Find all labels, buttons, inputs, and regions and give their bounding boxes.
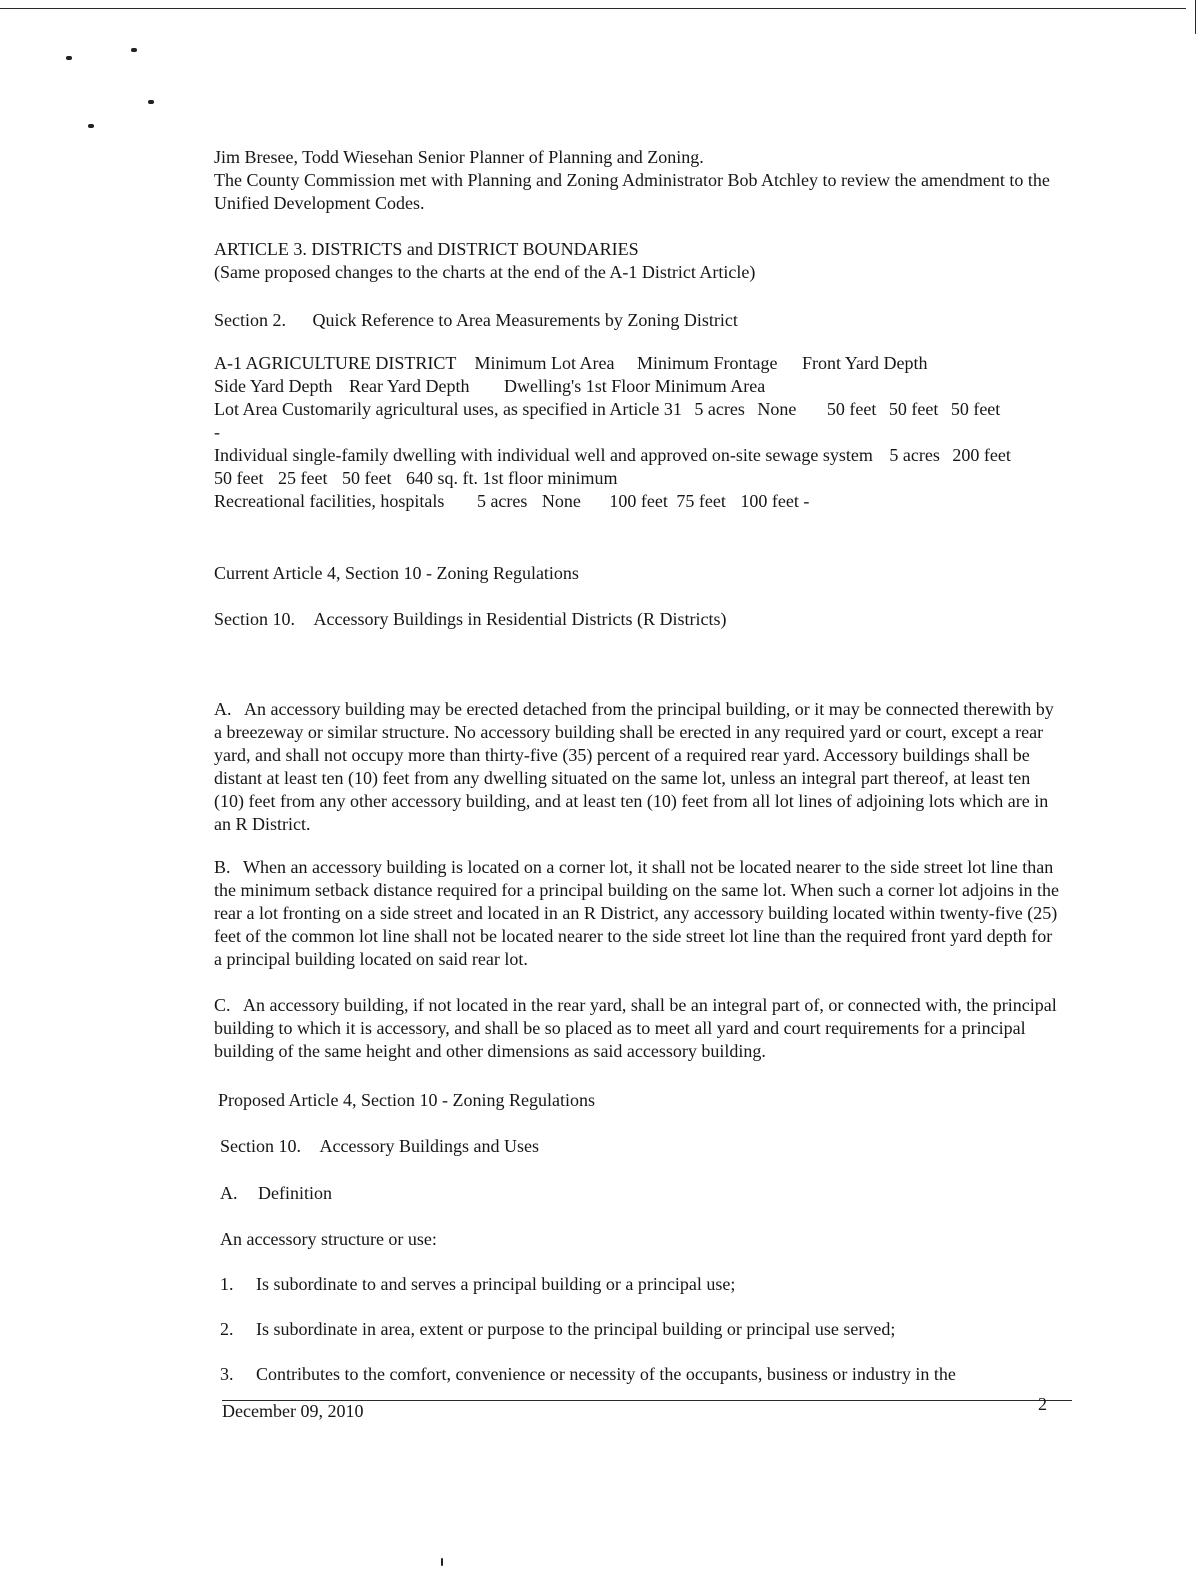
list-item-number: 3. [220,1364,234,1384]
definition-heading [220,1182,1066,1205]
attendees-line: Jim Bresee, Todd Wiesehan Senior Planner of Planning and Zoning. [214,147,704,167]
current-section10-number: Section 10. [214,609,295,629]
row-use: Individual single-family dwelling with individual well and approved on-site sewage system [214,445,873,465]
section2-heading [214,309,1060,332]
paragraph-c-label: C. [214,995,231,1015]
table-row-wrap [214,467,1064,490]
cell-front-yard: 50 feet [826,399,877,419]
header-front-yard: Front Yard Depth [802,353,928,373]
paragraph-b-label: B. [214,857,231,877]
current-article4-heading: Current Article 4, Section 10 - Zoning Regulations [214,563,579,583]
paragraph-b [214,856,1064,971]
scan-right-border [1195,0,1196,34]
scan-speck [131,48,137,52]
proposed-section10-number: Section 10. [220,1136,301,1156]
cell-front-yard: 50 feet [214,468,264,488]
list-item-number: 2. [220,1319,234,1339]
list-item [220,1273,1060,1296]
page-number: 2 [1038,1394,1047,1414]
scan-speck [66,56,72,60]
list-item [220,1363,1060,1386]
cell-min-frontage: 200 feet [952,445,1011,465]
proposed-article4-heading: Proposed Article 4, Section 10 - Zoning Regulations [218,1090,595,1110]
paragraph-a [214,698,1064,836]
row-label-prefix: Lot Area [214,399,278,419]
cell-min-frontage: None [757,399,797,419]
scan-speck [148,100,154,104]
current-section10-heading [214,608,1060,631]
cell-front-yard: 100 feet [609,491,668,511]
paragraph-a-label: A. [214,699,232,719]
meeting-summary: The County Commission met with Planning and Zoning Administrator Bob Atchley to review the amendment to the Unified Development Codes. [214,170,1050,213]
scan-speck [88,124,94,128]
cell-rear-yard: 50 feet [341,468,392,488]
table-header-line-2 [214,375,1064,398]
table-header-line-1 [214,352,1064,375]
cell-rear-yard: 50 feet [950,399,1001,419]
cell-rear-yard: 100 feet [740,491,799,511]
header-min-lot-area: Minimum Lot Area [474,353,615,373]
cell-dwelling-floor: 640 sq. ft. 1st floor minimum [405,468,618,488]
cell-side-yard: 75 feet [676,491,726,511]
table-row [214,490,1064,513]
district-name: A-1 AGRICULTURE DISTRICT [214,353,457,373]
cell-dwelling-floor: - [803,491,810,511]
article3-note: (Same proposed changes to the charts at the end of the A-1 District Article) [214,262,756,282]
proposed-section10-heading [220,1135,1066,1158]
current-section10-title: Accessory Buildings in Residential Districts (R Districts) [313,609,727,629]
intro-block [214,146,1060,215]
paragraph-c-text: An accessory building, if not located in the rear yard, shall be an integral part of, or connected with, the principal building to which it is accessory, and shall be so placed as to meet all yard and court requirements for a principal building of the same height and other dimensions as said accessory building. [214,995,1057,1061]
definition-label: A. [220,1183,238,1203]
header-min-frontage: Minimum Frontage [637,353,778,373]
cell-min-lot-area: 5 acres [476,491,528,511]
cell-side-yard: 25 feet [277,468,328,488]
article3-block [214,238,1060,284]
header-side-yard: Side Yard Depth [214,376,333,396]
paragraph-c [214,994,1064,1063]
list-item [220,1318,1060,1341]
cell-dwelling-floor: - [214,422,220,442]
scan-top-border [0,8,1186,9]
definition-title: Definition [258,1183,332,1203]
table-row [214,398,1064,421]
footer-date: December 09, 2010 [222,1401,364,1421]
header-dwelling-floor: Dwelling's 1st Floor Minimum Area [504,376,766,396]
cell-side-yard: 50 feet [888,399,939,419]
definition-lead: An accessory structure or use: [220,1229,437,1249]
cell-min-lot-area: 5 acres [694,399,745,419]
scan-speck [441,1558,443,1566]
list-item-text: Is subordinate in area, extent or purpose to the principal building or principal use served; [256,1319,896,1339]
cell-min-lot-area: 5 acres [889,445,940,465]
section2-number: Section 2. [214,310,286,330]
header-rear-yard: Rear Yard Depth [349,376,470,396]
list-item-text: Is subordinate to and serves a principal building or a principal use; [256,1274,736,1294]
cell-min-frontage: None [541,491,581,511]
table-row [214,444,1064,467]
list-item-number: 1. [220,1274,234,1294]
list-item-text: Contributes to the comfort, convenience or necessity of the occupants, business or industry in the [256,1364,956,1384]
paragraph-a-text: An accessory building may be erected detached from the principal building, or it may be connected therewith by a breezeway or similar structure. No accessory building shall be erected in any required yard or court, except a rear yard, and shall not occupy more than thirty-five (35) percent of a required rear yard. Accessory buildings shall be distant at least ten (10) feet from any dwelling situated on the same lot, unless an integral part thereof, at least ten (10) feet from any other accessory building, and at least ten (10) feet from all lot lines of adjoining lots which are in an R District. [214,699,1054,834]
section2-title: Quick Reference to Area Measurements by Zoning District [312,310,738,330]
a1-district-table [214,352,1064,513]
row-use: Customarily agricultural uses, as specified in Article 31 [281,399,682,419]
paragraph-b-text: When an accessory building is located on a corner lot, it shall not be located nearer to the side street lot line than the minimum setback distance required for a principal building on the same lot. When such a corner lot adjoins in the rear a lot fronting on a side street and located in an R District, any accessory building located within twenty-five (25) feet of the common lot line shall not be located nearer to the side street lot line than the required front yard depth for a principal building located on said rear lot. [214,857,1059,969]
table-row-wrap [214,421,1064,444]
article3-title: ARTICLE 3. DISTRICTS and DISTRICT BOUNDARIES [214,239,639,259]
row-use: Recreational facilities, hospitals [214,491,445,511]
proposed-section10-title: Accessory Buildings and Uses [319,1136,539,1156]
